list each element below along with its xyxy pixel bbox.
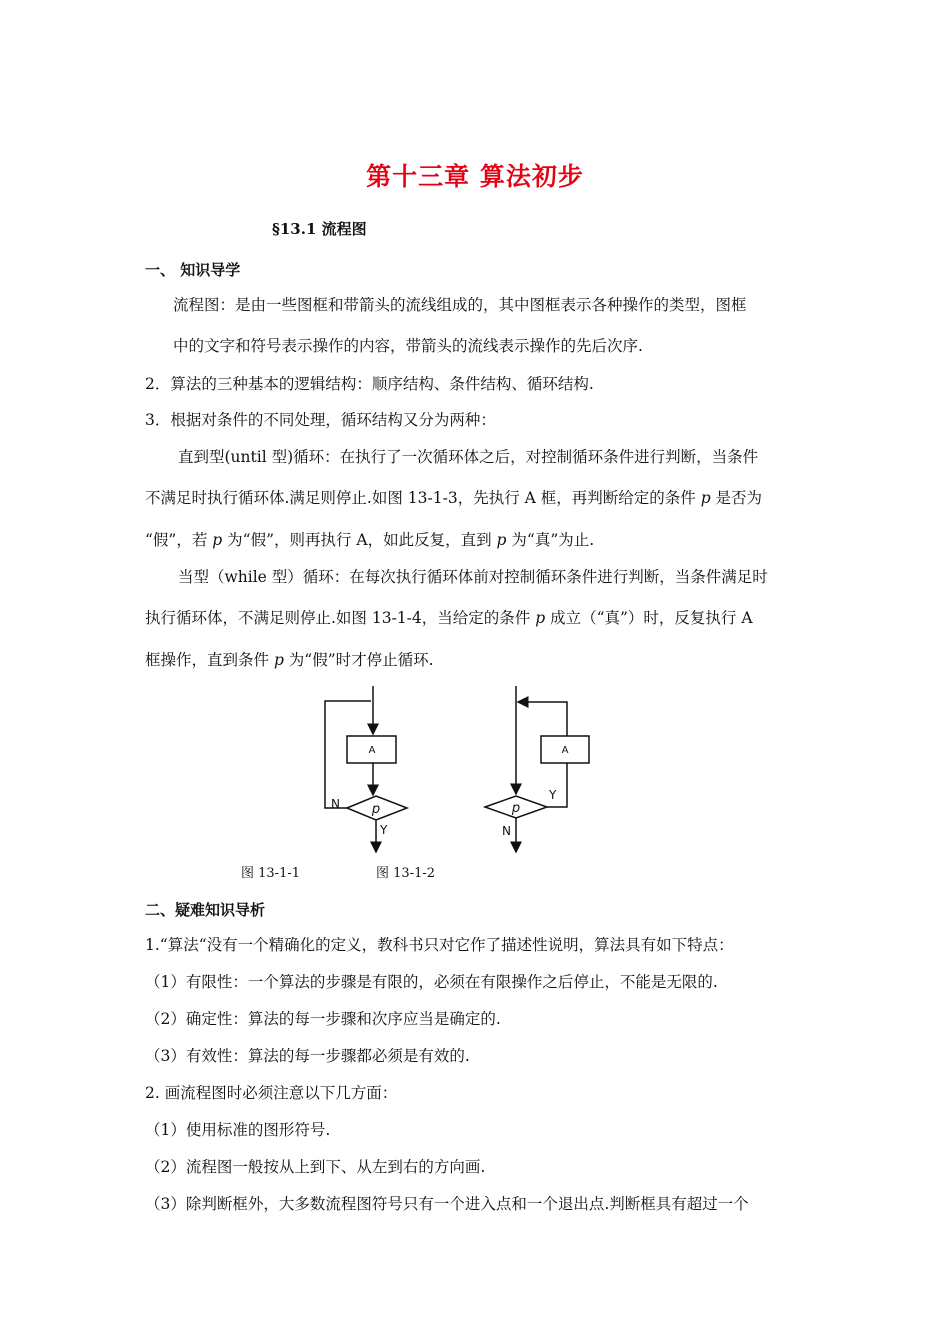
until-line3-c: 为“真”为止. xyxy=(506,531,595,549)
chapter-title: 第十三章 算法初步 xyxy=(366,162,584,191)
fig1-cond-label: p xyxy=(371,802,381,817)
item1-line2: 中的文字和符号表示操作的内容，带箭头的流线表示操作的先后次序. xyxy=(173,337,643,355)
while-line2-a: 执行循环体，不满足则停止.如图 13-1-4，当给定的条件 xyxy=(145,609,536,627)
part2-p1-2: （2）确定性：算法的每一步骤和次序应当是确定的. xyxy=(145,1010,501,1028)
part2-p2-1: （1）使用标准的图形符号. xyxy=(145,1121,331,1139)
while-line2-b: 成立（“真”）时，反复执行 A xyxy=(545,609,753,627)
until-line2-a: 不满足时执行循环体.满足则停止.如图 13-1-3，先执行 A 框，再判断给定的条件 xyxy=(145,489,701,507)
part2-heading: 二、疑难知识导析 xyxy=(145,901,266,919)
while-line3-b: 为“假”时才停止循环. xyxy=(283,651,434,669)
fig2-no-label: N xyxy=(502,824,511,838)
caption-fig2: 图 13-1-2 xyxy=(376,866,436,881)
fig2-cond-label: p xyxy=(511,801,521,816)
item2: 2．算法的三种基本的逻辑结构：顺序结构、条件结构、循环结构. xyxy=(145,375,594,393)
caption-fig1: 图 13-1-1 xyxy=(241,866,301,881)
part2-p2-3: （3）除判断框外，大多数流程图符号只有一个进入点和一个退出点.判断框具有超过一个 xyxy=(145,1195,749,1213)
until-line1: 直到型(until 型)循环：在执行了一次循环体之后，对控制循环条件进行判断，当条件 xyxy=(178,448,759,466)
until-line2-b: 是否为 xyxy=(710,489,763,507)
while-loop-figure xyxy=(485,686,589,852)
while-line3-var: p xyxy=(273,651,284,669)
until-line2-var: p xyxy=(700,489,711,507)
fig2-box-label: A xyxy=(561,745,569,756)
until-line3-var1: p xyxy=(212,531,223,549)
part2-p1-3: （3）有效性：算法的每一步骤都必须是有效的. xyxy=(145,1047,470,1065)
while-line3-a: 框操作，直到条件 xyxy=(145,651,274,669)
item3: 3．根据对条件的不同处理，循环结构又分为两种： xyxy=(145,411,496,429)
part2-p2: 2. 画流程图时必须注意以下几方面： xyxy=(145,1084,398,1102)
fig2-yes-label: Y xyxy=(549,788,557,802)
fig1-yes-label: Y xyxy=(380,823,388,837)
fig1-no-label: N xyxy=(331,797,340,811)
fig2-loop-back-line xyxy=(518,702,567,736)
part2-p1: 1.“算法“没有一个精确化的定义，教科书只对它作了描述性说明，算法具有如下特点： xyxy=(145,936,734,954)
until-line3-var2: p xyxy=(496,531,507,549)
section-title: §13.1 流程图 xyxy=(272,220,367,238)
item1-line1: 流程图：是由一些图框和带箭头的流线组成的，其中图框表示各种操作的类型，图框 xyxy=(173,296,747,314)
part1-heading: 一、 知识导学 xyxy=(145,261,241,279)
part2-p1-1: （1）有限性：一个算法的步骤是有限的，必须在有限操作之后停止，不能是无限的. xyxy=(145,973,718,991)
while-line1: 当型（while 型）循环：在每次执行循环体前对控制循环条件进行判断，当条件满足时 xyxy=(178,568,768,586)
until-loop-figure xyxy=(325,686,407,852)
part2-p2-2: （2）流程图一般按从上到下、从左到右的方向画. xyxy=(145,1158,486,1176)
until-line3-b: 为“假”，则再执行 A，如此反复，直到 xyxy=(222,531,497,549)
while-line2-var: p xyxy=(535,609,546,627)
until-line3-a: “假”，若 xyxy=(145,531,213,549)
fig1-box-label: A xyxy=(368,745,376,756)
